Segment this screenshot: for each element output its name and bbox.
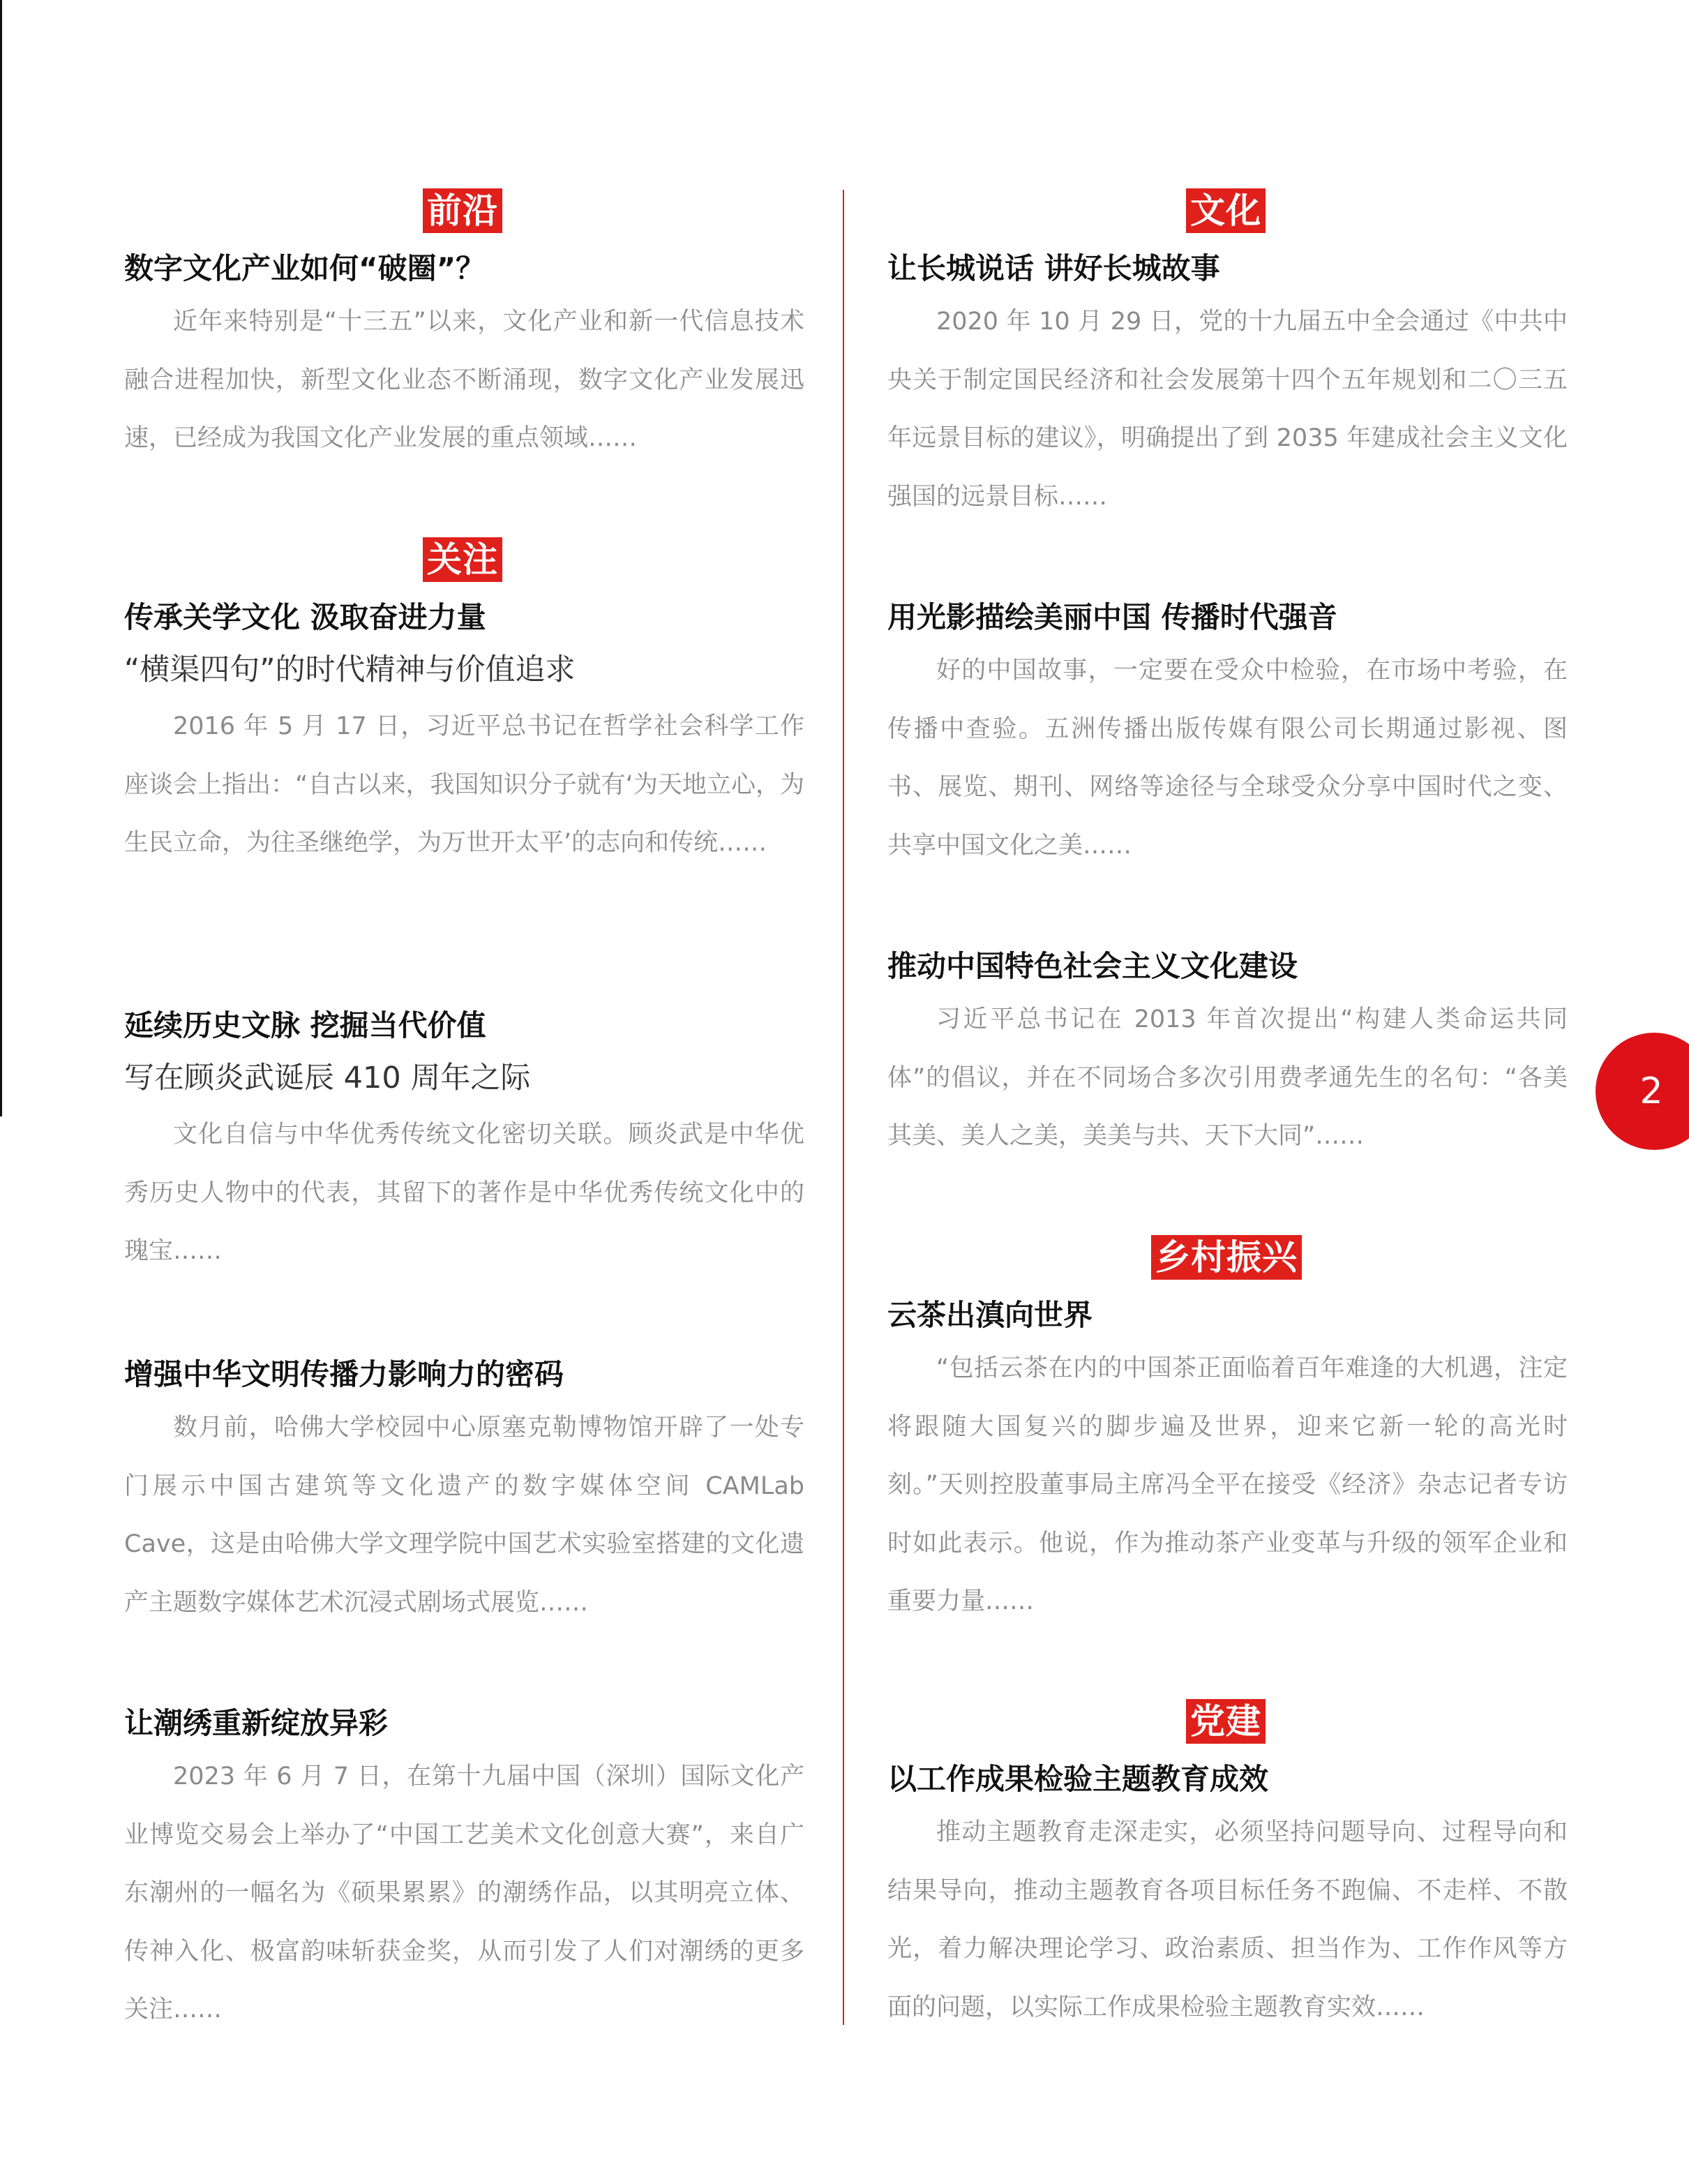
page-number: 2 bbox=[1639, 1070, 1663, 1112]
article-chinese-civilization[interactable] bbox=[124, 1350, 804, 1632]
article-summary: 好的中国故事，一定要在受众中检验，在市场中考验，在传播中查验。五洲传播出版传媒有限公司长期通过影视、图书、展览、期刊、网络等途径与全球受众分享中国时代之变、共享中国文化之美…… bbox=[887, 657, 1568, 860]
article-great-wall[interactable] bbox=[887, 244, 1568, 526]
article-summary: 文化自信与中华优秀传统文化密切关联。顾炎武是中华优秀历史人物中的代表，其留下的著作是中华优秀传统文化中的瑰宝…… bbox=[124, 1121, 804, 1265]
article-summary: 近年来特别是“十三五”以来，文化产业和新一代信息技术融合进程加快，新型文化业态不断涌现，数字文化产业发展迅速，已经成为我国文化产业发展的重点领域…… bbox=[124, 308, 804, 452]
page-number-badge bbox=[1596, 1033, 1689, 1150]
article-gu-yanwu[interactable] bbox=[124, 1001, 804, 1281]
article-title[interactable]: 云茶出滇向世界 bbox=[887, 1298, 1093, 1332]
article-summary: 推动主题教育走深走实，必须坚持问题导向、过程导向和结果导向，推动主题教育各项目标任务不跑偏、不走样、不散光，着力解决理论学习、政治素质、担当作为、工作作风等方面的问题，以实际工作成果检验主题教育实效…… bbox=[887, 1818, 1568, 2021]
article-summary: 2020 年 10 月 29 日，党的十九届五中全会通过《中共中央关于制定国民经济和社会发展第十四个五年规划和二〇三五年远景目标的建议》，明确提出了到 2035 年建成社会主义文化强国的远景目标…… bbox=[887, 308, 1568, 511]
article-title[interactable]: 以工作成果检验主题教育成效 bbox=[887, 1762, 1269, 1796]
article-guanxue-culture[interactable] bbox=[124, 593, 804, 873]
article-summary: 2023 年 6 月 7 日，在第十九届中国（深圳）国际文化产业博览交易会上举办了“中国工艺美术文化创意大赛”，来自广东潮州的一幅名为《硕果累累》的潮绣作品，以其明亮立体、传神入化、极富韵味斩获金奖，从而引发了人们对潮绣的更多关注…… bbox=[124, 1763, 804, 2024]
article-summary: 数月前，哈佛大学校园中心原塞克勒博物馆开辟了一处专门展示中国古建筑等文化遗产的数字媒体空间 CAMLab Cave，这是由哈佛大学文理学院中国艺术实验室搭建的文化遗产主题数字媒体艺术沉浸式剧场式展览…… bbox=[124, 1414, 804, 1617]
article-title[interactable]: 用光影描绘美丽中国 传播时代强音 bbox=[887, 600, 1337, 634]
article-subtitle: 写在顾炎武诞辰 410 周年之际 bbox=[124, 1061, 531, 1095]
article-subtitle: “横渠四句”的时代精神与价值追求 bbox=[124, 652, 576, 687]
section-tag-focus: 关注 bbox=[423, 537, 502, 582]
article-summary: 习近平总书记在 2013 年首次提出“构建人类命运共同体”的倡议，并在不同场合多次引用费孝通先生的名句：“各美其美、美人之美，美美与共、天下大同”…… bbox=[887, 1005, 1568, 1150]
section-tag-party-building: 党建 bbox=[1186, 1699, 1266, 1744]
article-title[interactable]: 数字文化产业如何“破圈”？ bbox=[124, 251, 486, 285]
article-yunnan-tea[interactable] bbox=[887, 1291, 1568, 1631]
article-title[interactable]: 传承关学文化 汲取奋进力量 bbox=[124, 600, 486, 634]
article-title[interactable]: 让长城说话 讲好长城故事 bbox=[887, 251, 1220, 285]
article-summary: “包括云茶在内的中国茶正面临着百年难逢的大机遇，注定将跟随大国复兴的脚步遍及世界，迎来它新一轮的高光时刻。”天则控股董事局主席冯全平在接受《经济》杂志记者专访时如此表示。他说，作为推动茶产业变革与升级的领军企业和重要力量…… bbox=[887, 1354, 1568, 1615]
section-tag-rural-revitalization: 乡村振兴 bbox=[1151, 1235, 1302, 1280]
article-summary: 2016 年 5 月 17 日，习近平总书记在哲学社会科学工作座谈会上指出：“自古以来，我国知识分子就有‘为天地立心，为生民立命，为往圣继绝学，为万世开太平’的志向和传统…… bbox=[124, 712, 804, 857]
article-title[interactable]: 增强中华文明传播力影响力的密码 bbox=[124, 1357, 564, 1391]
article-theme-education[interactable] bbox=[887, 1755, 1568, 2037]
section-tag-culture: 文化 bbox=[1186, 188, 1266, 233]
article-title[interactable]: 让潮绣重新绽放异彩 bbox=[124, 1706, 389, 1740]
article-socialist-culture[interactable] bbox=[887, 942, 1568, 1166]
article-light-and-shadow[interactable] bbox=[887, 593, 1568, 875]
article-title[interactable]: 推动中国特色社会主义文化建设 bbox=[887, 949, 1298, 983]
section-tag-frontier: 前沿 bbox=[423, 188, 502, 233]
left-edge-rule bbox=[0, 0, 2, 1116]
article-title[interactable]: 延续历史文脉 挖掘当代价值 bbox=[124, 1008, 486, 1042]
article-digital-culture[interactable] bbox=[124, 244, 804, 468]
column-divider bbox=[843, 190, 844, 2025]
article-chaozhou-embroidery[interactable] bbox=[124, 1699, 804, 2040]
